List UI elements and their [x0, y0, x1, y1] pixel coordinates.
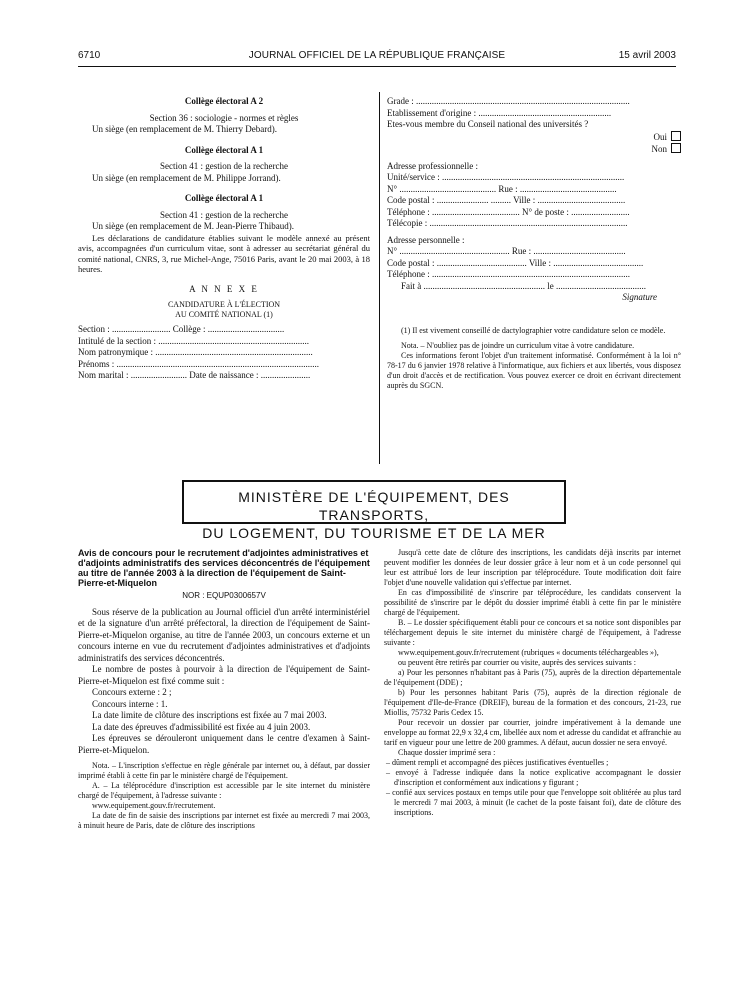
- declarations-paragraph: Les déclarations de candidature établies suivant le modèle annexé au présent avis, accompagnées d'un curriculum vitae, sont à adresser au secrétariat général du comité national, CNRS, 3, rue Michel-Ange, 75016 Paris, avant le 20 mai 2003, à 18 heures.: [78, 232, 370, 274]
- avis-paragraph: ou peuvent être retirés par courrier ou visite, auprès des services suivants :: [398, 658, 636, 667]
- cnu-question: Etes-vous membre du Conseil national des universités ?: [387, 119, 589, 129]
- avis-paragraph: b) Pour les personnes habitant Paris (75), auprès de la direction régionale de l'équipement d'Ile-de-France (DREIF), bureau de la formation et des concours, 21-23, rue Miollis, 75732 Paris Cedex 15.: [384, 688, 681, 717]
- form-field-tel-perso: Téléphone : ........................................................................................: [387, 269, 630, 279]
- seat-line: Un siège (en remplacement de M. Philippe Jorrand).: [92, 172, 281, 183]
- avis-paragraph: Les épreuves se dérouleront uniquement dans le centre d'examen à Saint-Pierre-et-Miquelon.: [78, 733, 370, 755]
- college-title: Collège électoral A 1: [184, 144, 264, 155]
- nota-cv: Nota. – N'oubliez pas de joindre un curriculum vitae à votre candidature.: [401, 340, 635, 350]
- avis-url: www.equipement.gouv.fr/recrutement.: [92, 801, 216, 810]
- left-column-top: [78, 96, 370, 382]
- page-header: [78, 50, 676, 66]
- avis-paragraph: Concours externe : 2 ;: [92, 687, 172, 697]
- ministry-line-1: MINISTÈRE DE L'ÉQUIPEMENT, DES TRANSPORTS,: [238, 489, 510, 523]
- avis-paragraph: Le nombre de postes à pourvoir à la direction de l'équipement de Saint-Pierre-et-Miquelon est fixé comme suit :: [78, 664, 370, 686]
- oui-option: [387, 131, 681, 144]
- signature-label: Signature: [622, 292, 657, 302]
- footnote: (1) Il est vivement conseillé de dactylographier votre candidature selon ce modèle.: [401, 325, 666, 335]
- form-field-prenoms: Prénoms : ..........................................................................................: [78, 358, 320, 369]
- avis-paragraph: Concours interne : 1.: [92, 698, 168, 709]
- page-number: 6710: [78, 50, 101, 61]
- non-label: Non: [651, 144, 667, 154]
- annexe-title: A N N E X E: [189, 283, 259, 294]
- avis-right-column: [384, 548, 681, 818]
- form-field-tel-poste: Téléphone : ....................................... N° de poste : ..........................: [387, 206, 630, 217]
- form-field-etablissement: Etablissement d'origine : ...........................................................: [387, 107, 612, 118]
- journal-title: JOURNAL OFFICIEL DE LA RÉPUBLIQUE FRANÇAISE: [248, 50, 506, 61]
- avis-paragraph: La date des épreuves d'admissibilité est fixée au 4 juin 2003.: [92, 721, 311, 732]
- avis-paragraph: Jusqu'à cette date de clôture des inscriptions, les candidats déjà inscrits par internet peuvent modifier les données de leur dossier grâce à leur nom et à un code personnel qui leur est attribué lors de leur inscription par téléprocédure. Toute modification doit faire l'objet d'une nouvelle validation qui s'effectue par internet.: [384, 548, 681, 587]
- column-divider: [379, 92, 380, 464]
- section-line: Section 41 : gestion de la recherche: [160, 209, 288, 220]
- form-field-fait: Fait à ...................................................... le ........................................: [401, 280, 646, 291]
- ministry-line-2: DU LOGEMENT, DU TOURISME ET DE LA MER: [202, 525, 546, 541]
- avis-paragraph: Chaque dossier imprimé sera :: [398, 748, 496, 757]
- oui-label: Oui: [653, 131, 667, 142]
- avis-left-column: [78, 548, 370, 831]
- avis-paragraph: a) Pour les personnes n'habitant pas à Paris (75), auprès de la direction départementale de l'équipement (DDE) ;: [384, 668, 681, 687]
- avis-paragraph: Pour recevoir un dossier par courrier, joindre impérativement à la demande une enveloppe au format 22,9 x 32,4 cm, libellée aux nom et adresse du candidat et affranchie au tarif en vigueur pour une lettre de 200 grammes. A défaut, aucun dossier ne sera envoyé.: [384, 718, 681, 747]
- avis-paragraph: Sous réserve de la publication au Journal officiel d'un arrêté interministériel et de la signature d'un arrêté préfectoral, la direction de l'équipement de Saint-Pierre-et-Miquelon organise, au titre de l'année 2003, un concours externe et un concours interne en vue du recrutement d'adjointes administratives et d'adjoints administratifs des services déconcentrés.: [78, 606, 370, 663]
- avis-nota: La date de fin de saisie des inscriptions par internet est fixée au mercredi 7 mai 2003, à minuit heure de Paris, date de clôture des inscriptions: [78, 811, 370, 830]
- form-field-marital: Nom marital : ......................... Date de naissance : ......................: [78, 370, 311, 380]
- seat-line: Un siège (en remplacement de M. Thierry Debard).: [92, 124, 278, 134]
- form-field-section: Section : .......................... Collège : ..................................: [78, 324, 285, 334]
- avis-nota: A. – La téléprocédure d'inscription est accessible par le site internet du ministère chargé de l'équipement, à l'adresse suivante :: [78, 781, 370, 800]
- non-option: [387, 143, 681, 156]
- form-field-intitule: Intitulé de la section : ...................................................................: [78, 335, 309, 346]
- form-field-no-rue: N° ........................................... Rue : ...........................................: [387, 183, 617, 194]
- oui-checkbox[interactable]: [671, 131, 681, 141]
- avis-nota: Nota. – L'inscription s'effectue en règle générale par internet ou, à défaut, par dossier imprimé établi à cette fin par le ministère chargé de l'équipement.: [78, 761, 370, 780]
- avis-paragraph: B. – Le dossier spécifiquement établi pour ce concours et sa notice sont disponibles par téléchargement depuis le site internet du ministère chargé de l'équipement, à l'adresse suivante :: [384, 618, 681, 647]
- ministry-heading-box: [182, 480, 566, 541]
- avis-title: Avis de concours pour le recrutement d'adjointes administratives et d'adjoints administratifs des services déconcentrés de l'équipement au titre de l'année 2003 à la direction de l'équipement de Saint-Pierre-et-Miquelon: [78, 548, 370, 588]
- section-line: Section 36 : sociologie - normes et règles: [149, 112, 299, 123]
- form-field-grade: Grade : ...............................................................................................: [387, 96, 630, 106]
- seat-line: Un siège (en remplacement de M. Jean-Pierre Thibaud).: [92, 221, 295, 231]
- form-field-cp-ville-perso: Code postal : ........................................ Ville : ........................................: [387, 257, 644, 268]
- nor-reference: NOR : EQUP0300657V: [182, 591, 266, 600]
- non-checkbox[interactable]: [671, 143, 681, 153]
- form-field-unite: Unité/service : .................................................................................: [387, 172, 625, 182]
- avis-list-item: – confié aux services postaux en temps utile pour que l'enveloppe soit oblitérée au plus tard le mercredi 7 mai 2003, à minuit (le cachet de la poste faisant foi), date de clôture des inscriptions.: [386, 788, 681, 817]
- adresse-pro-label: Adresse professionnelle :: [387, 160, 478, 171]
- adresse-perso-label: Adresse personnelle :: [387, 234, 465, 245]
- form-field-telecopie: Télécopie : ........................................................................................: [387, 218, 628, 228]
- candidature-title-2: AU COMITÉ NATIONAL (1): [175, 309, 273, 319]
- form-field-nom: Nom patronymique : ......................................................................: [78, 347, 313, 357]
- form-field-no-rue-perso: N° ................................................. Rue : .........................................: [387, 246, 626, 256]
- header-rule: [78, 66, 676, 67]
- college-title: Collège électoral A 2: [184, 96, 264, 106]
- form-field-cp-ville: Code postal : ....................... ......... Ville : .......................................: [387, 195, 626, 205]
- issue-date: 15 avril 2003: [618, 50, 676, 61]
- avis-url: www.equipement.gouv.fr/recrutement (rubriques « documents téléchargeables »),: [398, 648, 659, 657]
- right-column-top: [387, 96, 681, 391]
- candidature-title-1: CANDIDATURE À L'ÉLECTION: [167, 300, 281, 309]
- avis-paragraph: En cas d'impossibilité de s'inscrire par téléprocédure, les candidats conservent la possibilité de s'inscrire par le dépôt du dossier imprimé établi à cette fin par le ministère chargé de l'équipement.: [384, 588, 681, 617]
- avis-paragraph: La date limite de clôture des inscriptions est fixée au 7 mai 2003.: [92, 710, 327, 720]
- section-line: Section 41 : gestion de la recherche: [160, 161, 288, 171]
- college-title: Collège électoral A 1: [184, 193, 264, 203]
- avis-list-item: – dûment rempli et accompagné des pièces justificatives éventuelles ;: [386, 758, 609, 767]
- info-cnil: Ces informations feront l'objet d'un traitement informatisé. Conformément à la loi n° 78-17 du 6 janvier 1978 relative à l'informatique, aux fichiers et aux libertés, vous disposez d'un droit d'accès et de rectification. Vous pouvez exercer ce droit en écrivant directement auprès du SGCN.: [387, 350, 681, 390]
- avis-list-item: – envoyé à l'adresse indiquée dans la notice explicative accompagnant le dossier d'inscription et conformément aux indications y figurant ;: [386, 768, 681, 787]
